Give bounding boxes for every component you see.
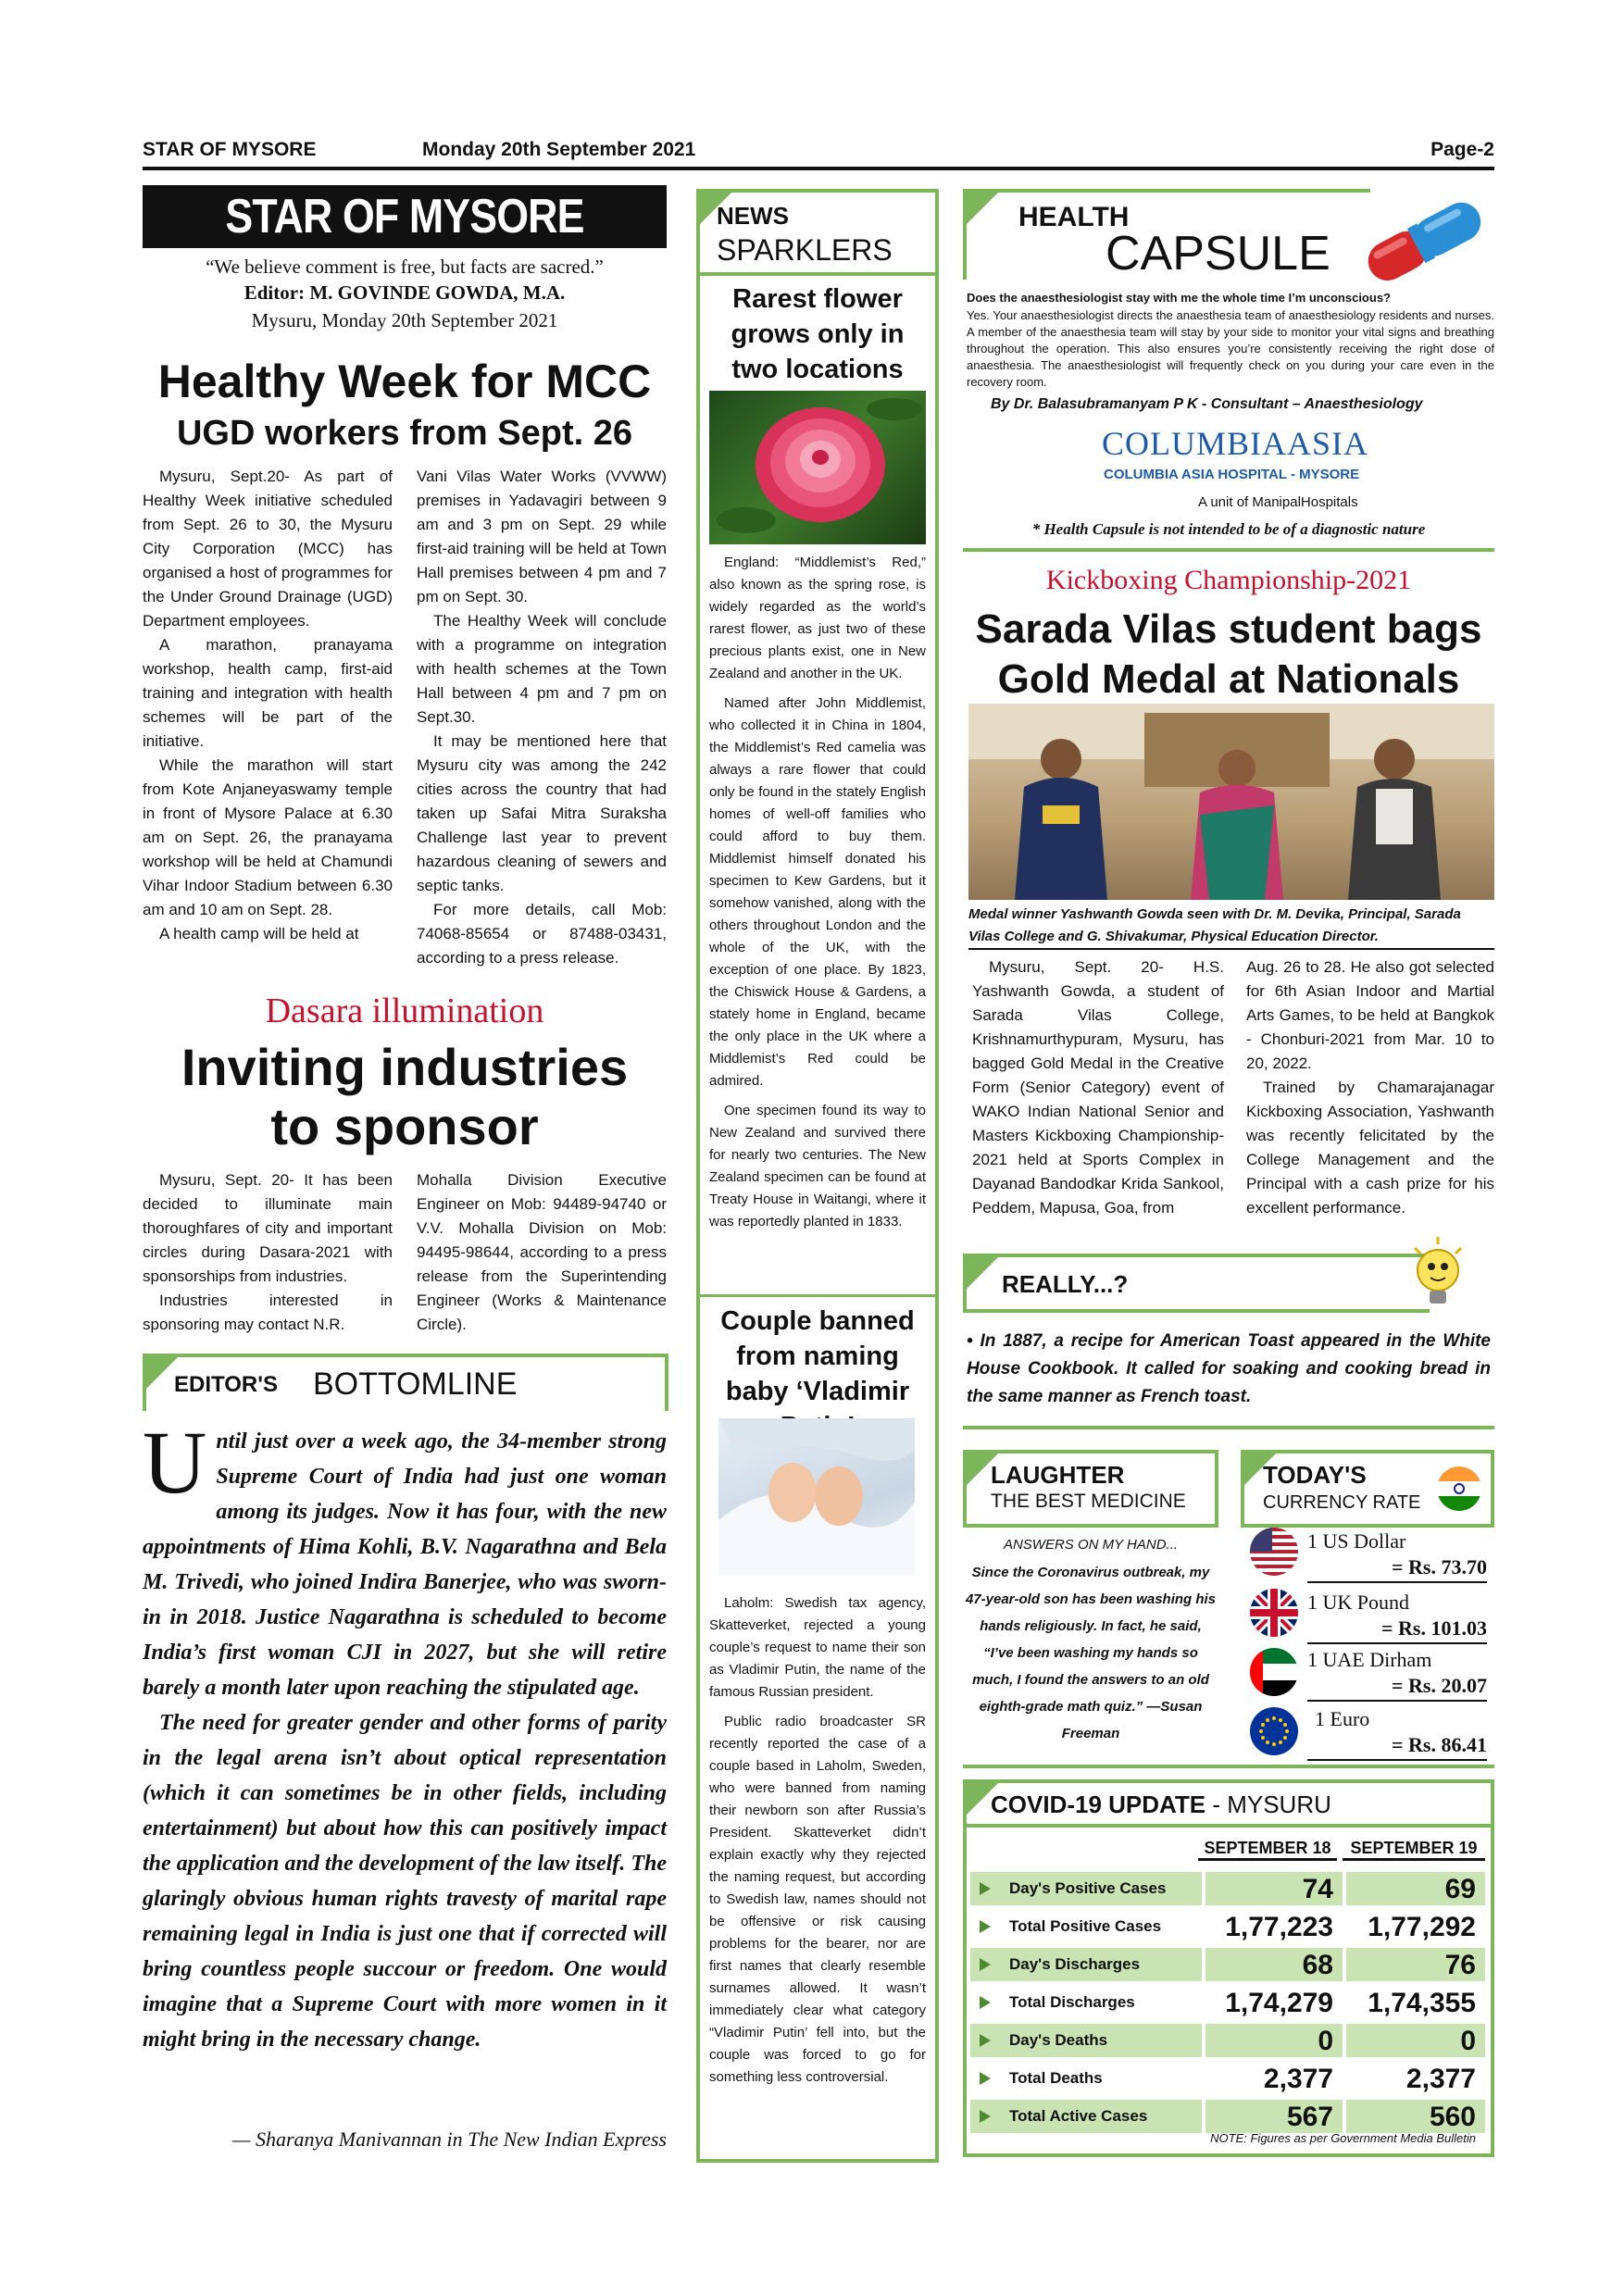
arrow-icon	[980, 1996, 991, 2009]
bulb-icon	[1407, 1235, 1468, 1313]
currency-rule	[1307, 1642, 1487, 1644]
paragraph: Mysuru, Sept. 20- It has been decided to illuminate main thoroughfares of city and important circles during Dasara-2021 with sponsorships from industries.	[143, 1171, 393, 1285]
paragraph: Industries interested in sponsoring may contact N.R.	[143, 1292, 393, 1333]
paragraph: The Healthy Week will conclude with a programme on integration with health schemes at the Town Hall between 4 pm and 7 pm on Sept.30.	[417, 612, 667, 726]
covid-row	[970, 1910, 1485, 1943]
fact-text: In 1887, a recipe for American Toast appeared in the White House Cookbook. It called for soaking and cooking bread in the same manner as French toast.	[967, 1331, 1491, 1406]
currency-name: 1 Euro	[1315, 1707, 1370, 1730]
eu-flag-icon	[1250, 1707, 1298, 1755]
pill-icon	[1350, 194, 1498, 287]
covid-row	[970, 1872, 1485, 1905]
flower-photo	[709, 391, 926, 544]
us-flag-icon	[1250, 1528, 1298, 1576]
divider	[963, 548, 1494, 552]
paragraph: While the marathon will start from Kote Anjaneyaswamy temple in front of Mysore Palace at 6.30 am on Sept. 26, the pranayama workshop will be held at Chamundi Vihar Indoor Stadium between 6.30 am and 10 am on Sept. 28.	[143, 756, 393, 918]
article3-column2	[1246, 955, 1494, 1220]
covid-title-light: - MYSURU	[1206, 1791, 1331, 1818]
covid-row	[970, 1986, 1485, 2019]
article1-column1	[143, 465, 393, 946]
article2-kicker: Dasara illumination	[265, 992, 544, 1030]
currency-value: = Rs. 20.07	[1392, 1674, 1487, 1697]
paragraph: Trained by Chamarajanagar Kickboxing Association, Yashwanth was recently felicitated by the College Management and the Principal with a cash prize for his excellent performance.	[1246, 1079, 1494, 1217]
health-question: Does the anaesthesiologist stay with me the whole time I’m unconscious?	[967, 291, 1391, 305]
covid-value-sept18: 68	[1206, 1948, 1343, 1981]
covid-value-sept19: 2,377	[1346, 2062, 1485, 2095]
covid-col1-header: SEPTEMBER 18	[1198, 1839, 1337, 1861]
article3-kicker: Kickboxing Championship-2021	[1045, 565, 1412, 595]
currency-label-box	[1241, 1450, 1494, 1528]
sparkler1-headline: Rarest flower grows only in two locations	[731, 284, 905, 384]
laughter-body: Since the Coronavirus outbreak, my 47-year-old son has been washing his hands religiously. In fact, he said, “I’ve been washing my hands so much, I found the answers to an old eighth-grade math quiz.” —Susan Freeman	[965, 1565, 1217, 1741]
covid-value-sept18: 567	[1206, 2100, 1343, 2133]
paragraph: Mysuru, Sept.20- As part of Healthy Week initiative scheduled from Sept. 26 to 30, the Mysuru City Corporation (MCC) has organised a host of programmes for the Under Ground Drainage (UGD) Department employees.	[143, 468, 393, 630]
paragraph: Mohalla Division Executive Engineer on Mob: 94489-94740 or V.V. Mohalla Division on Mob: 94495-98644, according to a press release from the Superintending Engineer (Works & Maintenance Circle).	[417, 1171, 667, 1333]
article2-headline-line1: Inviting industries	[181, 1038, 629, 1096]
paragraph: The need for greater gender and other forms of parity in the legal arena isn’t about optical representation (which it can sometimes be in other fields, including entertainment) but about how this can positively impact the application and the development of the law itself. The glaringly obvious human rights travesty of marital rape remaining legal in India is just one that if corrected will bring countless people succour or freedom. One would imagine that a Supreme Court with more women in it might bring in the necessary change.	[143, 1711, 667, 2052]
paragraph: England: “Middlemist’s Red,” also known as the spring rose, is widely regarded as the world’s rarest flower, as just two of these precious plants exist, one in New Zealand and another in the UK.	[709, 555, 926, 681]
news-sparklers-label-light: SPARKLERS	[717, 233, 893, 267]
covid-value-sept19: 560	[1346, 2100, 1485, 2133]
covid-row	[970, 2024, 1485, 2057]
divider	[700, 1294, 935, 1297]
paragraph: ntil just over a week ago, the 34-member strong Supreme Court of India had just one woman among its judges. Now it has four, with the new appointments of Hima Kohli, B.V. Nagarathna and Bela M. Trivedi, who joined Indira Banerjee, who was sworn-in in 2018. Justice Nagarathna is scheduled to become India’s first woman CJI in 2027, but she will retire barely a month later upon reaching the stipulated age.	[143, 1429, 667, 1700]
article1-column2	[417, 465, 667, 970]
covid-row	[970, 1948, 1485, 1981]
covid-value-sept18: 74	[1206, 1872, 1343, 1905]
group-photo-illustration	[968, 704, 1494, 900]
covid-value-sept18: 1,77,223	[1206, 1910, 1343, 1943]
covid-value-sept19: 1,77,292	[1346, 1910, 1485, 1943]
health-disclaimer: * Health Capsule is not intended to be of a diagnostic nature	[1031, 520, 1426, 538]
currency-name: 1 UAE Dirham	[1307, 1648, 1432, 1671]
kickboxing-photo	[968, 704, 1494, 900]
sparkler2-headline: Couple banned from naming baby ‘Vladimir	[720, 1306, 915, 1406]
currency-label-bold: TODAY'S	[1263, 1461, 1367, 1489]
laughter-title: ANSWERS ON MY HAND...	[1003, 1537, 1179, 1553]
editors-bottomline-label-box	[143, 1354, 668, 1411]
caption-rule	[968, 948, 1494, 950]
paragraph: A health camp will be held at	[159, 925, 359, 942]
covid-value-sept19: 69	[1346, 1872, 1485, 1905]
article2-column1	[143, 1168, 393, 1337]
paragraph: Public radio broadcaster SR recently reported the case of a couple based in Laholm, Sweden, who were banned from naming their newborn son after Russia’s President. Skatteverket didn’t explain exactly why they rejected the naming request, but according to Swedish law, names should not be offensive or risk causing problems for the bearer, nor are first names that clearly resemble surnames allowed. It wasn’t immediately clear what category “Vladimir Putin’ fell into, but the couple was forced to go for something less controversial.	[709, 1714, 926, 2085]
masthead-motto: “We believe comment is free, but facts are sacred.”	[206, 256, 604, 278]
paragraph: Named after John Middlemist, who collected it in China in 1804, the Middlemist’s Red camelia was always a rare flower that could only be found in the stately English homes of well-off families who could afford to buy them. Middlemist himself donated his specimen to Kew Gardens, but it somehow vanished, along with the others throughout London and the whole of the UK, with the exception of one place. By 1823, the Chiswick House & Gardens, a stately home in England, became the only place in the UK where a Middlemist’s Red could be admired.	[709, 695, 926, 1089]
really-label-box	[963, 1254, 1430, 1313]
divider	[963, 1765, 1494, 1768]
india-flag-icon	[1437, 1466, 1481, 1511]
arrow-icon	[980, 1958, 991, 1971]
currency-value: = Rs. 101.03	[1381, 1616, 1487, 1640]
covid-row-label: Total Discharges	[1009, 1993, 1135, 2011]
paragraph: Laholm: Swedish tax agency, Skatteverket, rejected a young couple’s request to name their son as Vladimir Putin, the name of the famous Russian president.	[709, 1595, 926, 1700]
paragraph: Mysuru, Sept. 20- H.S. Yashwanth Gowda, a student of Sarada Vilas College, Krishnamurthypuram, Mysuru, has bagged Gold Medal in the Creative Form (Senior Category) event of WAKO Indian National Senior and Masters Kickboxing Championship-2021 held at Sports Complex in Dayanad Bandodkar Krida Sankool, Peddem, Mapusa, Goa, from	[972, 958, 1224, 1217]
page-header	[143, 139, 1494, 165]
health-capsule-label-light: CAPSULE	[1106, 227, 1330, 281]
currency-name: 1 US Dollar	[1307, 1529, 1406, 1553]
paragraph: For more details, call Mob: 74068-85654 or 87488-03431, according to a press release.	[417, 901, 667, 967]
article1-headline: Healthy Week for MCC	[157, 356, 652, 407]
covid-row-label: Day's Discharges	[1009, 1955, 1141, 1973]
header-rule	[143, 167, 1494, 170]
laughter-label-light: THE BEST MEDICINE	[991, 1491, 1186, 1512]
columbia-asia-logo: COLUMBIAASIA	[1102, 425, 1369, 462]
covid-note: NOTE: Figures as per Government Media Bulletin	[1210, 2131, 1476, 2145]
health-capsule-label-box	[963, 189, 1370, 280]
article2-headline-line2: to sponsor	[270, 1097, 539, 1155]
covid-row-label: Total Deaths	[1009, 2069, 1103, 2087]
paragraph: It may be mentioned here that Mysuru city was among the 242 cities across the country that had taken up Safai Mitra Suraksha Challenge last year to prevent hazardous cleaning of sewers and septic tanks.	[417, 732, 667, 894]
uae-flag-icon	[1250, 1648, 1298, 1696]
health-byline: By Dr. Balasubramanyam P K - Consultant – Anaesthesiology	[991, 396, 1423, 412]
article3-headline-line1: Sarada Vilas student bags	[975, 606, 1482, 652]
hospital-unit: A unit of ManipalHospitals	[1198, 494, 1358, 510]
arrow-icon	[980, 2034, 991, 2047]
covid-value-sept19: 0	[1346, 2024, 1485, 2057]
news-sparklers-box	[696, 189, 939, 2163]
arrow-icon	[980, 1920, 991, 1933]
really-fact	[967, 1328, 1491, 1411]
sparkler2-body	[709, 1592, 926, 2089]
article3-headline-line2: Gold Medal at Nationals	[997, 656, 1460, 702]
dropcap: U	[143, 1413, 207, 1512]
covid-row-label: Total Active Cases	[1009, 2107, 1148, 2125]
covid-row-label: Day's Deaths	[1009, 2031, 1108, 2049]
currency-value: = Rs. 73.70	[1392, 1555, 1487, 1578]
editors-bottomline-body	[143, 1413, 667, 2057]
divider	[963, 1426, 1494, 1429]
covid-title	[991, 1791, 1331, 1819]
laughter-label-box	[963, 1450, 1218, 1528]
arrow-icon	[980, 2072, 991, 2085]
corner-triangle	[146, 1357, 178, 1389]
currency-label-light: CURRENCY RATE	[1263, 1492, 1421, 1513]
paragraph: One specimen found its way to New Zealand and survived there for nearly two centuries. The New Zealand specimen can be found at Treaty House in Waitangi, where it was reportedly planted in 1833.	[709, 1103, 926, 1229]
sparkler1-body	[709, 552, 926, 1233]
editors-label-bold: EDITOR'S	[174, 1372, 278, 1397]
covid-row	[970, 2062, 1485, 2095]
masthead-dateline: Mysuru, Monday 20th September 2021	[251, 309, 558, 331]
covid-value-sept18: 1,74,279	[1206, 1986, 1343, 2019]
divider	[967, 1824, 1491, 1828]
header-paper-name: STAR OF MYSORE	[143, 139, 317, 160]
baby-feet-photo	[718, 1418, 915, 1576]
header-date: Monday 20th September 2021	[422, 139, 696, 160]
article2-column2	[417, 1168, 667, 1337]
currency-value: = Rs. 86.41	[1392, 1733, 1487, 1756]
editors-bottomline-source: — Sharanya Manivannan in The New Indian Express	[231, 2128, 667, 2151]
covid-title-bold: COVID-19 UPDATE	[991, 1791, 1206, 1818]
covid-value-sept18: 0	[1206, 2024, 1343, 2057]
covid-row	[970, 2100, 1485, 2133]
masthead-title: STAR OF MYSORE	[225, 190, 584, 243]
paragraph: A marathon, pranayama workshop, health camp, first-aid training and integration with health schemes will be part of the initiative.	[143, 636, 393, 750]
article3-column1	[972, 955, 1224, 1220]
masthead-banner	[143, 185, 667, 248]
health-answer: Yes. Your anaesthesiologist directs the anaesthesia team of anaesthesiology residents and nurses. A member of the anaesthesia team will stay by your side to monitor your vital signs and breathing throughout the operation. This also ensures you’re consistently receiving the right dose of anaesthesia. The anaesthesiologist will frequently check on you during your care even in the recovery room.	[967, 308, 1494, 389]
covid-col2-header: SEPTEMBER 19	[1343, 1839, 1485, 1861]
article3-caption: Medal winner Yashwanth Gowda seen with Dr. M. Devika, Principal, Sarada Vilas College and G. Shivakumar, Physical Education Director.	[968, 906, 1461, 944]
news-sparklers-label-bold: NEWS	[717, 202, 789, 230]
covid-value-sept19: 76	[1346, 1948, 1485, 1981]
paragraph: Vani Vilas Water Works (VVWW) premises in Yadavagiri between 9 am and 3 pm on Sept. 29 while first-aid training will be held at Town Hall premises between 4 pm and 7 pm on Sept. 30.	[417, 468, 667, 605]
currency-rule	[1307, 1581, 1487, 1583]
baby-feet-illustration	[718, 1418, 915, 1576]
masthead-editor: Editor: M. GOVINDE GOWDA, M.A.	[244, 281, 566, 304]
arrow-icon	[980, 2110, 991, 2123]
divider	[700, 272, 935, 276]
uk-flag-icon	[1250, 1589, 1298, 1637]
camellia-illustration	[709, 391, 926, 544]
corner-triangle	[967, 193, 998, 224]
lightbulb-icon	[1407, 1235, 1468, 1313]
covid-row-label: Day's Positive Cases	[1009, 1879, 1167, 1897]
paragraph: Aug. 26 to 28. He also got selected for 6th Asian Indoor and Martial Arts Games, to be held at Bangkok - Chonburi-2021 from Mar. 10 to 20, 2022.	[1246, 958, 1494, 1072]
currency-name: 1 UK Pound	[1307, 1591, 1410, 1614]
covid-row-label: Total Positive Cases	[1009, 1917, 1162, 1935]
bullet: •	[967, 1331, 981, 1351]
currency-rule	[1307, 1759, 1487, 1761]
capsule-pill-icon	[1350, 194, 1498, 287]
covid-value-sept19: 1,74,355	[1346, 1986, 1485, 2019]
currency-rule	[1307, 1700, 1487, 1702]
arrow-icon	[980, 1882, 991, 1895]
covid-value-sept18: 2,377	[1206, 2062, 1343, 2095]
corner-triangle	[967, 1257, 998, 1289]
header-page-number: Page-2	[1430, 139, 1494, 160]
editors-label-light: BOTTOMLINE	[313, 1366, 518, 1402]
health-capsule-label-bold: HEALTH	[1018, 202, 1130, 232]
article1-subheadline: UGD workers from Sept. 26	[176, 414, 633, 453]
laughter-label-bold: LAUGHTER	[991, 1461, 1125, 1489]
hospital-name: COLUMBIA ASIA HOSPITAL - MYSORE	[1104, 467, 1360, 482]
really-label: REALLY...?	[1002, 1270, 1129, 1298]
